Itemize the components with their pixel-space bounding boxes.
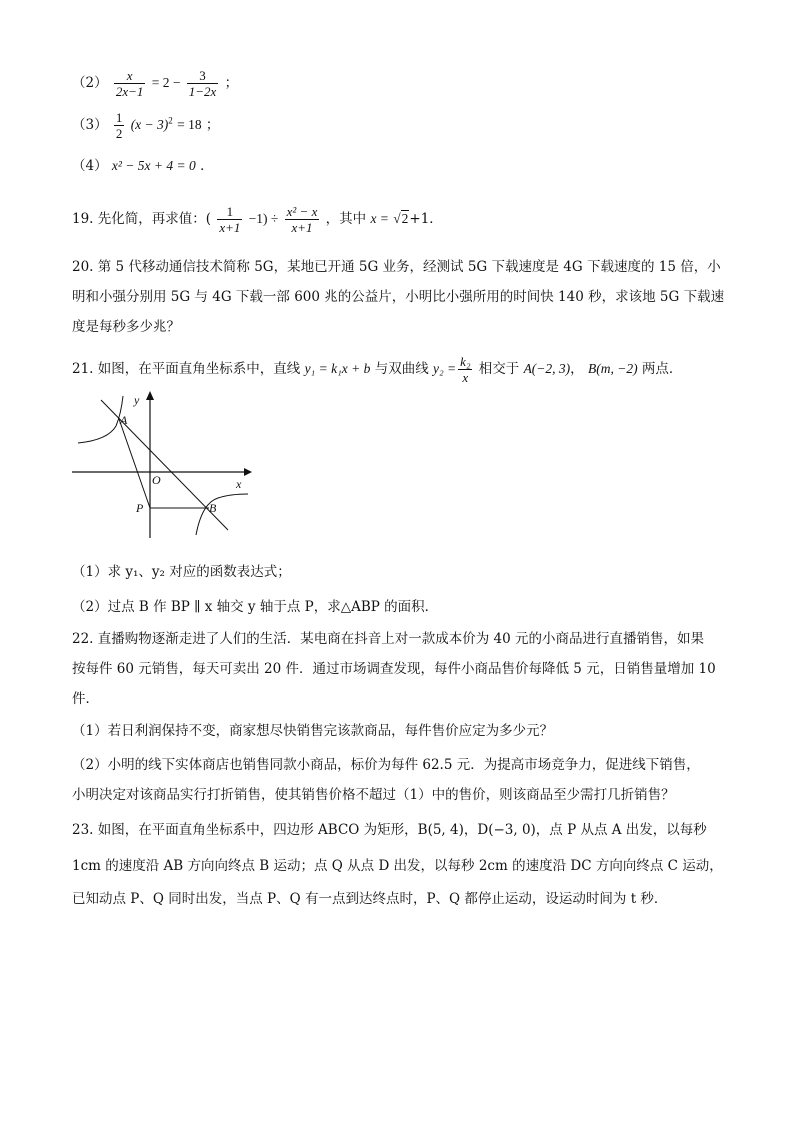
label-p: P (136, 501, 144, 515)
q21-sub1: （1）求 y₁、y₂ 对应的函数表达式； (72, 564, 291, 580)
q19-mid: −1) ÷ (248, 211, 279, 226)
segment-ap (119, 419, 150, 508)
q23-line-3: 已知动点 P、Q 同时出发，当点 P、Q 有一点到达终点时，P、Q 都停止运动，设运动时间为 t 秒． (72, 891, 668, 907)
q21-prefix: 21. 如图，在平面直角坐标系中，直线 (72, 361, 301, 377)
q21-sub2: （2）过点 B 作 BP ∥ x 轴交 y 轴于点 P，求△ABP 的面积． (72, 599, 439, 615)
q22-sub2-line-2: 小明决定对该商品实行打折销售，使其销售价格不超过（1）中的售价，则该商品至少需打几折销售？ (72, 787, 675, 803)
label-b: B (209, 501, 217, 515)
label-o: O (152, 473, 161, 487)
q18-p3-end: ； (205, 117, 220, 133)
q22-line-2: 按每件 60 元销售，每天可卖出 20 件．通过市场调查发现，每件小商品售价每降低 5 元，日销售量增加 10 (72, 661, 716, 677)
q22-sub1: （1）若日利润保持不变，商家想尽快销售完该款商品，每件售价应定为多少元？ (72, 723, 554, 739)
q20-line-1: 20. 第 5 代移动通信技术简称 5G，某地已开通 5G 业务，经测试 5G 下载速度是 4G 下载速度的 15 倍，小 (72, 259, 721, 275)
q21-point-b: B(m, −2) (587, 361, 638, 376)
q18-p2-mid: = 2 − (151, 75, 181, 90)
q19-x-eq: x = (370, 211, 389, 226)
q18-p3-den: 2 (115, 126, 123, 141)
q18-p2-lhs-den: 2x−1 (115, 84, 144, 99)
q18-p2-lhs-num: x (114, 68, 146, 84)
q19-sqrt: √2 (393, 211, 409, 226)
q22-line-1: 22. 直播购物逐渐走进了人们的生活．某电商在抖音上对一款成本价为 40 元的小商品进行直播销售，如果 (72, 631, 705, 647)
q21-curve-num: k₂ (460, 354, 471, 369)
label-x: x (236, 477, 242, 491)
q21-tail: 两点． (641, 361, 683, 377)
q19 (72, 204, 722, 235)
q18-p2-rhs-num: 3 (187, 68, 219, 84)
q19-tail: +1． (409, 211, 443, 227)
q18-p3-expr: (x − 3) (130, 117, 169, 132)
q21-mid2: 相交于 (478, 361, 520, 377)
q21-curve-lhs: y₂ = (433, 361, 457, 376)
q23-line-2: 1cm 的速度沿 AB 方向向终点 B 运动；点 Q 从点 D 出发，以每秒 2cm 的速度沿 DC 方向向终点 C 运动， (72, 858, 723, 874)
q19-f1-den: x+1 (219, 220, 241, 235)
q22-line-3: 件． (72, 691, 99, 707)
q19-sqrt-arg: 2 (401, 211, 409, 226)
q20-line-3: 度是每秒多少兆？ (72, 319, 180, 335)
q19-f1-num: 1 (217, 204, 242, 220)
q18-part3 (72, 110, 722, 141)
q23-line-1: 23. 如图，在平面直角坐标系中，四边形 ABCO 为矩形，B(5, 4)，D(−3, 0)，点 P 从点 A 出发，以每秒 (72, 822, 707, 838)
q18-p3-fraction (114, 110, 125, 141)
q19-fraction-2 (285, 204, 320, 235)
q19-fraction-1 (217, 204, 242, 235)
label-y: y (134, 393, 140, 407)
x-axis-arrow (244, 468, 252, 476)
q21-curve-den: x (462, 370, 469, 385)
q18-p4-label: （4） (72, 158, 108, 174)
q20-line-2: 明和小强分别用 5G 与 4G 下载一部 600 兆的公益片，小明比小强所用的时间快 140 秒，求该地 5G 下载速 (72, 289, 725, 305)
q18-p2-label: （2） (72, 75, 108, 91)
q21-mid: 与双曲线 (374, 361, 429, 377)
q19-f2-den: x+1 (291, 220, 313, 235)
q19-f2-num: x² − x (286, 204, 318, 219)
q18-part4 (72, 156, 722, 176)
q18-p3-num: 1 (115, 110, 123, 125)
q18-p4-end: ． (200, 158, 214, 174)
q18-part2 (72, 68, 722, 99)
q21-curve-fraction (458, 354, 472, 385)
label-a: A (120, 413, 128, 427)
q18-p4-expr: x² − 5x + 4 = 0 (111, 158, 196, 173)
q22-sub2-line-1: （2）小明的线下实体商店也销售同款小商品，标价为每件 62.5 元．为提高市场竞争力，促进线下销售， (72, 757, 700, 773)
q18-p2-lhs-fraction (114, 68, 146, 99)
hyperbola-upper-left-branch (78, 396, 123, 443)
q21-line-eq: y₁ = k₁x + b (304, 361, 371, 376)
q18-p3-exp: 2 (168, 115, 173, 126)
q21-statement: 21. 如图，在平面直角坐标系中，直线 y₁ = k₁x + b 与双曲线 y₂ = $\frac{\text{k₂}}{x}$ 相交于 A(−2, 3)， B(m, −2) 两点． (72, 354, 683, 385)
q18-p2-end: ； (224, 75, 239, 91)
y-axis-arrow (146, 391, 154, 400)
q21-point-a: A(−2, 3) (523, 361, 571, 376)
q18-p2-rhs-den: 1−2x (188, 84, 217, 99)
q19-cond: ，其中 (325, 211, 367, 227)
q19-prefix: 19. 先化简，再求值：( (72, 211, 212, 227)
q18-p3-rhs: = 18 (177, 117, 202, 132)
q18-p2-rhs-fraction (187, 68, 219, 99)
q18-p3-label: （3） (72, 117, 108, 133)
hyperbola-lower-right-branch (196, 494, 248, 535)
q21-graph (68, 388, 258, 543)
